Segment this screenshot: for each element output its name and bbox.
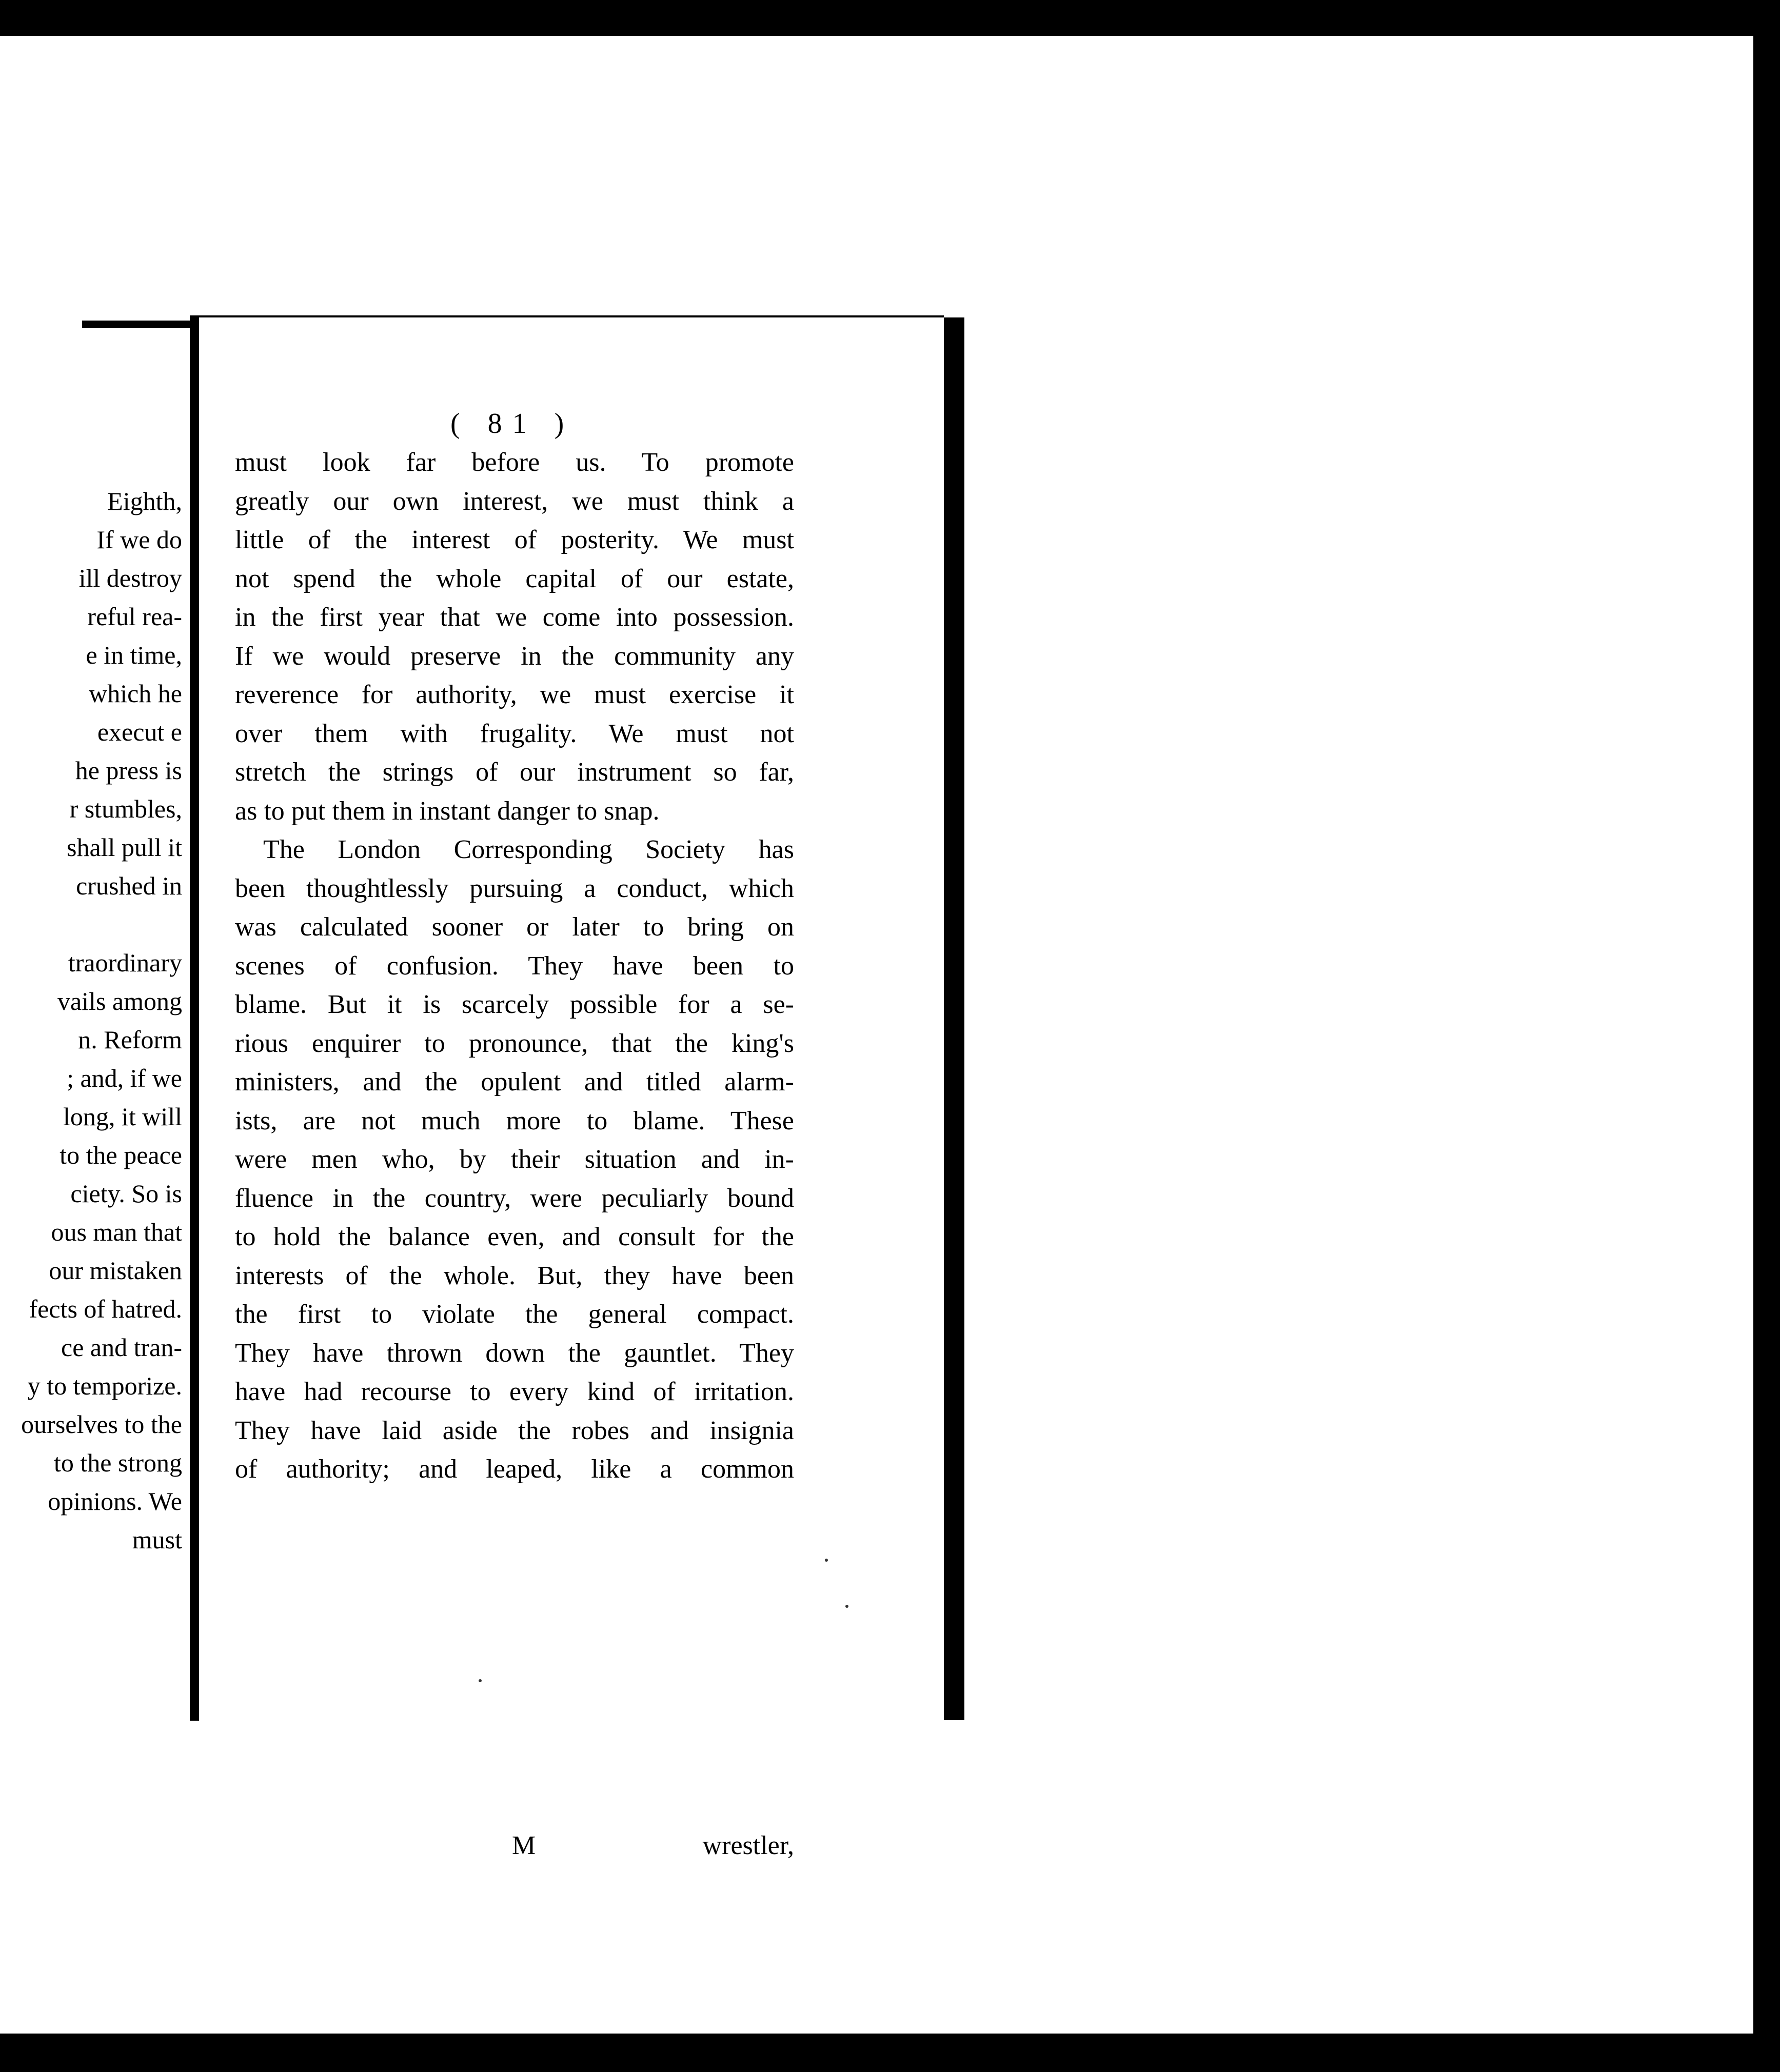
text-line: of authority; and leaped, like a common <box>235 1455 794 1484</box>
left-text-line: n. Reform <box>78 1025 182 1054</box>
text-line: must look far before us. To promote <box>235 448 794 477</box>
text-line: They have thrown down the gauntlet. They <box>235 1338 794 1368</box>
text-line: scenes of confusion. They have been to <box>235 951 794 981</box>
left-text-line: execut e <box>97 718 182 746</box>
text-line: was calculated sooner or later to bring on <box>235 912 794 942</box>
left-text-line: to the strong <box>54 1448 182 1477</box>
left-text-line: fects of hatred. <box>29 1294 182 1323</box>
left-text-line: to the peace <box>60 1141 182 1169</box>
left-page-text <box>21 482 182 1559</box>
left-text-line: ; and, if we <box>67 1064 182 1092</box>
ink-speck <box>825 1559 828 1562</box>
text-line: If we would preserve in the community any <box>235 641 794 671</box>
left-text-line: traordinary <box>68 948 182 977</box>
left-text-line: which he <box>89 679 182 708</box>
right-page <box>190 315 944 1860</box>
left-text-line: Eighth, <box>107 487 182 515</box>
text-line: They have laid aside the robes and insignia <box>235 1416 794 1445</box>
text-line: little of the interest of posterity. We must <box>235 525 794 554</box>
text-line: not spend the whole capital of our estate, <box>235 564 794 593</box>
left-text-line: he press is <box>75 756 182 785</box>
text-line: in the first year that we come into possession. <box>235 603 794 632</box>
left-text-line: opinions. We <box>48 1487 182 1516</box>
text-line: greatly our own interest, we must think a <box>235 486 794 516</box>
text-line: blame. But it is scarcely possible for a se- <box>235 990 794 1019</box>
text-line: to hold the balance even, and consult for the <box>235 1222 794 1251</box>
left-text-line: reful rea- <box>87 602 182 631</box>
ink-speck <box>479 1679 482 1682</box>
text-line: interests of the whole. But, they have been <box>235 1261 794 1290</box>
left-facing-page <box>0 328 218 1721</box>
text-line: The London Corresponding Society has <box>263 835 794 864</box>
left-text-line: ourselves to the <box>21 1410 182 1439</box>
text-line: reverence for authority, we must exercise it <box>235 680 794 709</box>
left-text-line <box>21 905 182 944</box>
catchword: wrestler, <box>702 1831 794 1860</box>
text-line: ministers, and the opulent and titled alarm- <box>235 1067 794 1097</box>
left-text-line: our mistaken <box>49 1256 182 1285</box>
text-line: rious enquirer to pronounce, that the king's <box>235 1028 794 1058</box>
left-text-line: must <box>132 1525 182 1554</box>
text-line: stretch the strings of our instrument so far, <box>235 758 794 787</box>
left-text-line: long, it will <box>63 1102 182 1131</box>
left-text-line: ill destroy <box>78 564 182 592</box>
text-line: were men who, by their situation and in- <box>235 1145 794 1174</box>
text-line: the first to violate the general compact. <box>235 1300 794 1329</box>
signature-mark: M <box>512 1831 536 1860</box>
page-number: ( 81 ) <box>450 408 575 440</box>
left-text-line: ous man that <box>51 1218 182 1246</box>
left-text-line: vails among <box>57 987 182 1015</box>
text-line: have had recourse to every kind of irritation. <box>235 1377 794 1406</box>
right-page-text <box>235 405 794 1489</box>
ink-speck <box>845 1605 848 1608</box>
text-line: as to put them in instant danger to snap. <box>235 796 660 826</box>
text-line: ists, are not much more to blame. These <box>235 1106 794 1135</box>
text-line: over them with frugality. We must not <box>235 719 794 748</box>
left-text-line: ciety. So is <box>70 1179 182 1208</box>
text-line: fluence in the country, were peculiarly bound <box>235 1183 794 1213</box>
left-text-line: e in time, <box>86 641 182 669</box>
left-text-line: y to temporize. <box>27 1371 182 1400</box>
left-text-line: crushed in <box>76 871 182 900</box>
text-line: been thoughtlessly pursuing a conduct, which <box>235 873 794 903</box>
left-text-line: If we do <box>96 525 182 554</box>
left-text-line: r stumbles, <box>69 794 182 823</box>
left-text-line: ce and tran- <box>61 1333 182 1362</box>
left-text-line: shall pull it <box>67 833 182 862</box>
